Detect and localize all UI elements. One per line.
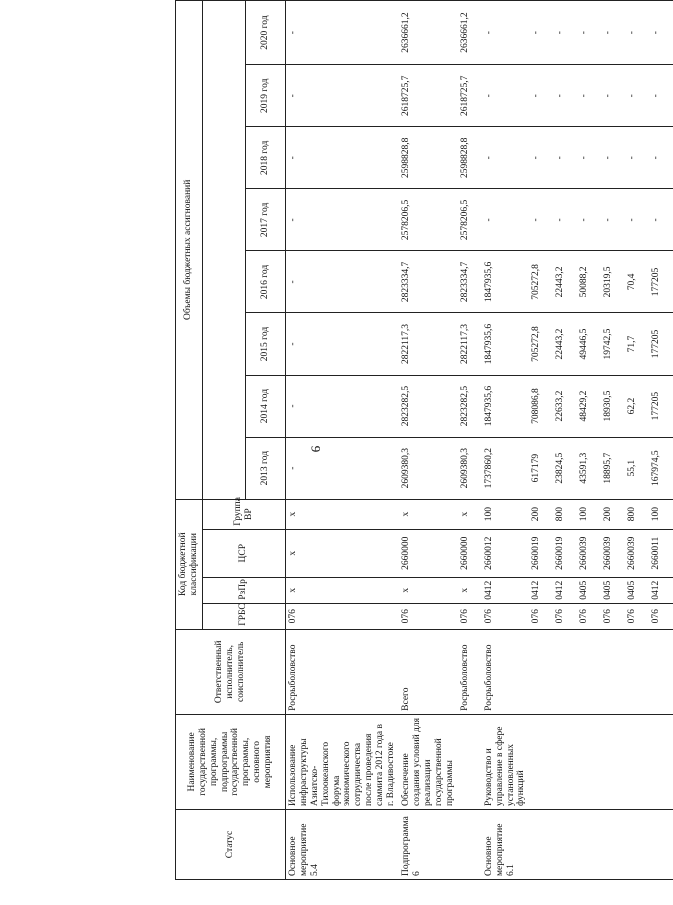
cell-volume: 18930,5	[601, 375, 625, 437]
cell-volume: -	[553, 1, 577, 65]
cell-vr: х	[285, 499, 399, 529]
cell-volume: -	[553, 189, 577, 251]
table-row	[601, 1, 625, 880]
cell-volume: -	[529, 1, 553, 65]
cell-volume: 55,1	[625, 437, 649, 499]
cell-csr: 2660039	[625, 529, 649, 577]
cell-grbs: 076	[529, 603, 553, 629]
cell-volume: 2609380,3	[399, 437, 458, 499]
cell-volume: -	[625, 189, 649, 251]
header-year: 2019 год	[245, 65, 285, 127]
cell-executor	[529, 629, 553, 714]
cell-volume: 20319,5	[601, 251, 625, 313]
cell-volume: -	[285, 189, 399, 251]
table-row	[649, 1, 673, 880]
cell-volume: 177205	[649, 251, 673, 313]
header-rzpr: РзПр	[202, 577, 285, 603]
cell-rzpr: 0405	[577, 577, 601, 603]
cell-vr: 800	[625, 499, 649, 529]
cell-volume: 2822117,3	[458, 313, 482, 375]
cell-volume: -	[625, 1, 649, 65]
cell-volume: 177205	[649, 375, 673, 437]
table-row	[399, 1, 458, 880]
header-executor: Ответственный исполнитель, соисполнитель	[176, 629, 286, 714]
cell-volume: 22633,2	[553, 375, 577, 437]
cell-volume: 70,4	[625, 251, 649, 313]
cell-volume: -	[529, 189, 553, 251]
cell-vr: 200	[601, 499, 625, 529]
cell-volume: -	[577, 65, 601, 127]
cell-volume: 22443,2	[553, 251, 577, 313]
cell-volume: -	[553, 127, 577, 189]
header-name: Наименование государственной программы, подпрограммы государственной программы, основного мероприятия	[176, 714, 286, 809]
cell-volume: 43591,3	[577, 437, 601, 499]
cell-vr: 100	[649, 499, 673, 529]
cell-volume: -	[625, 127, 649, 189]
cell-vr: х	[399, 499, 458, 529]
cell-volume: 2618725,7	[399, 65, 458, 127]
cell-grbs: 076	[482, 603, 530, 629]
table-row	[458, 1, 482, 880]
header-kbk: Код бюджетной классификации	[176, 499, 203, 629]
cell-volume: 705272,8	[529, 313, 553, 375]
cell-name	[553, 714, 577, 809]
cell-status	[458, 809, 482, 879]
cell-volume: 1847935,6	[482, 251, 530, 313]
cell-status: Подпрограмма 6	[399, 809, 458, 879]
cell-executor: Всего	[399, 629, 458, 714]
cell-name: Использование инфраструктуры Азиатско-Тихоокеанского форума экономического сотрудничества после проведения саммита 2012 года в г. Владивостоке	[285, 714, 399, 809]
cell-grbs: 076	[285, 603, 399, 629]
cell-volume: -	[601, 127, 625, 189]
cell-status	[577, 809, 601, 879]
cell-volume: 708086,8	[529, 375, 553, 437]
cell-volume: 2598828,8	[399, 127, 458, 189]
cell-rzpr: 0412	[482, 577, 530, 603]
cell-rzpr: х	[399, 577, 458, 603]
table-row	[625, 1, 649, 880]
cell-volume: -	[601, 1, 625, 65]
cell-volume: 167974,5	[649, 437, 673, 499]
cell-volume: 49446,5	[577, 313, 601, 375]
cell-volume: 18895,7	[601, 437, 625, 499]
cell-csr: х	[285, 529, 399, 577]
cell-executor	[601, 629, 625, 714]
cell-volume: 71,7	[625, 313, 649, 375]
cell-volume: 2636661,2	[399, 1, 458, 65]
header-csr: ЦСР	[202, 529, 285, 577]
cell-volume: 2822117,3	[399, 313, 458, 375]
header-year: 2018 год	[245, 127, 285, 189]
cell-grbs: 076	[625, 603, 649, 629]
cell-volume: 2609380,3	[458, 437, 482, 499]
cell-volume: -	[482, 65, 530, 127]
cell-csr: 2660039	[577, 529, 601, 577]
cell-volume: 2823334,7	[399, 251, 458, 313]
cell-grbs: 076	[553, 603, 577, 629]
cell-name	[649, 714, 673, 809]
header-year: 2015 год	[245, 313, 285, 375]
page-number: 9	[308, 445, 324, 453]
cell-rzpr: 0405	[601, 577, 625, 603]
cell-volume: 617179	[529, 437, 553, 499]
cell-name	[529, 714, 553, 809]
cell-executor: Росрыболовство	[458, 629, 482, 714]
cell-name	[458, 714, 482, 809]
header-vr: Группа ВР	[202, 499, 285, 529]
cell-name: Обеспечение создания условий для реализации государственной программы	[399, 714, 458, 809]
cell-volume: -	[649, 189, 673, 251]
cell-volume: 2823282,5	[458, 375, 482, 437]
cell-volume: -	[285, 251, 399, 313]
table-row	[577, 1, 601, 880]
cell-status	[625, 809, 649, 879]
cell-volume: -	[285, 65, 399, 127]
cell-csr: 2660000	[399, 529, 458, 577]
table-row	[482, 1, 530, 880]
cell-volume: -	[529, 127, 553, 189]
cell-vr: 800	[553, 499, 577, 529]
cell-volume: -	[601, 65, 625, 127]
cell-csr: 2660019	[529, 529, 553, 577]
cell-rzpr: 0412	[649, 577, 673, 603]
cell-volume: 2636661,2	[458, 1, 482, 65]
cell-volume: 177205	[649, 313, 673, 375]
cell-volume: 62,2	[625, 375, 649, 437]
cell-status	[553, 809, 577, 879]
cell-volume: -	[601, 189, 625, 251]
cell-executor	[577, 629, 601, 714]
cell-volume: -	[553, 65, 577, 127]
cell-volume: 48429,2	[577, 375, 601, 437]
cell-rzpr: 0405	[625, 577, 649, 603]
cell-executor	[553, 629, 577, 714]
rotated-table-container	[175, 0, 662, 880]
cell-volume: -	[482, 1, 530, 65]
cell-rzpr: х	[458, 577, 482, 603]
cell-csr: 2660012	[482, 529, 530, 577]
cell-volume: 19742,5	[601, 313, 625, 375]
cell-volume: -	[285, 313, 399, 375]
cell-rzpr: 0412	[529, 577, 553, 603]
cell-volume: -	[649, 1, 673, 65]
table-row	[529, 1, 553, 880]
cell-name: Руководство и управление в сфере установленных функций	[482, 714, 530, 809]
cell-volume: 2578206,5	[458, 189, 482, 251]
header-status: Статус	[176, 809, 286, 879]
cell-grbs: 076	[399, 603, 458, 629]
cell-vr: 200	[529, 499, 553, 529]
cell-volume: 2823334,7	[458, 251, 482, 313]
cell-status: Основное мероприятие 6.1	[482, 809, 530, 879]
cell-executor: Росрыболовство	[482, 629, 530, 714]
cell-csr: 2660000	[458, 529, 482, 577]
cell-volume: -	[529, 65, 553, 127]
cell-vr: 100	[482, 499, 530, 529]
cell-name	[577, 714, 601, 809]
cell-vr: 100	[577, 499, 601, 529]
cell-volume: -	[285, 1, 399, 65]
cell-volume: 50088,2	[577, 251, 601, 313]
cell-volume: 2823282,5	[399, 375, 458, 437]
cell-volume: 2598828,8	[458, 127, 482, 189]
header-grbs: ГРБС	[202, 603, 285, 629]
header-year: 2014 год	[245, 375, 285, 437]
cell-volume: 1847935,6	[482, 375, 530, 437]
cell-executor	[649, 629, 673, 714]
table-row	[553, 1, 577, 880]
cell-name	[625, 714, 649, 809]
cell-volume: -	[577, 1, 601, 65]
cell-volume: 23824,5	[553, 437, 577, 499]
cell-volume: -	[482, 127, 530, 189]
cell-volume: -	[285, 375, 399, 437]
cell-executor	[625, 629, 649, 714]
cell-executor: Росрыболовство	[285, 629, 399, 714]
header-year: 2016 год	[245, 251, 285, 313]
table-row	[285, 1, 399, 880]
cell-volume: -	[285, 437, 399, 499]
cell-csr: 2660011	[649, 529, 673, 577]
cell-volume: -	[285, 127, 399, 189]
cell-status: Основное мероприятие 5.4	[285, 809, 399, 879]
cell-status	[649, 809, 673, 879]
cell-volume: 1737860,2	[482, 437, 530, 499]
header-year: 2013 год	[245, 437, 285, 499]
header-volumes: Объемы бюджетных ассигнований	[176, 1, 203, 500]
cell-grbs: 076	[601, 603, 625, 629]
cell-volume: 1847935,6	[482, 313, 530, 375]
header-year: 2017 год	[245, 189, 285, 251]
cell-volume: -	[649, 65, 673, 127]
cell-volume: 2618725,7	[458, 65, 482, 127]
cell-vr: х	[458, 499, 482, 529]
cell-name	[601, 714, 625, 809]
cell-volume: 705272,8	[529, 251, 553, 313]
cell-volume: -	[482, 189, 530, 251]
cell-volume: 2578206,5	[399, 189, 458, 251]
cell-volume: -	[649, 127, 673, 189]
cell-volume: 22443,2	[553, 313, 577, 375]
cell-csr: 2660039	[601, 529, 625, 577]
cell-status	[529, 809, 553, 879]
cell-status	[601, 809, 625, 879]
cell-rzpr: 0412	[553, 577, 577, 603]
cell-volume: -	[625, 65, 649, 127]
cell-volume: -	[577, 189, 601, 251]
cell-grbs: 076	[458, 603, 482, 629]
cell-grbs: 076	[577, 603, 601, 629]
cell-grbs: 076	[649, 603, 673, 629]
header-year: 2020 год	[245, 1, 285, 65]
budget-table	[175, 0, 673, 880]
cell-rzpr: х	[285, 577, 399, 603]
header-volumes-spacer	[202, 1, 245, 500]
cell-csr: 2660019	[553, 529, 577, 577]
cell-volume: -	[577, 127, 601, 189]
